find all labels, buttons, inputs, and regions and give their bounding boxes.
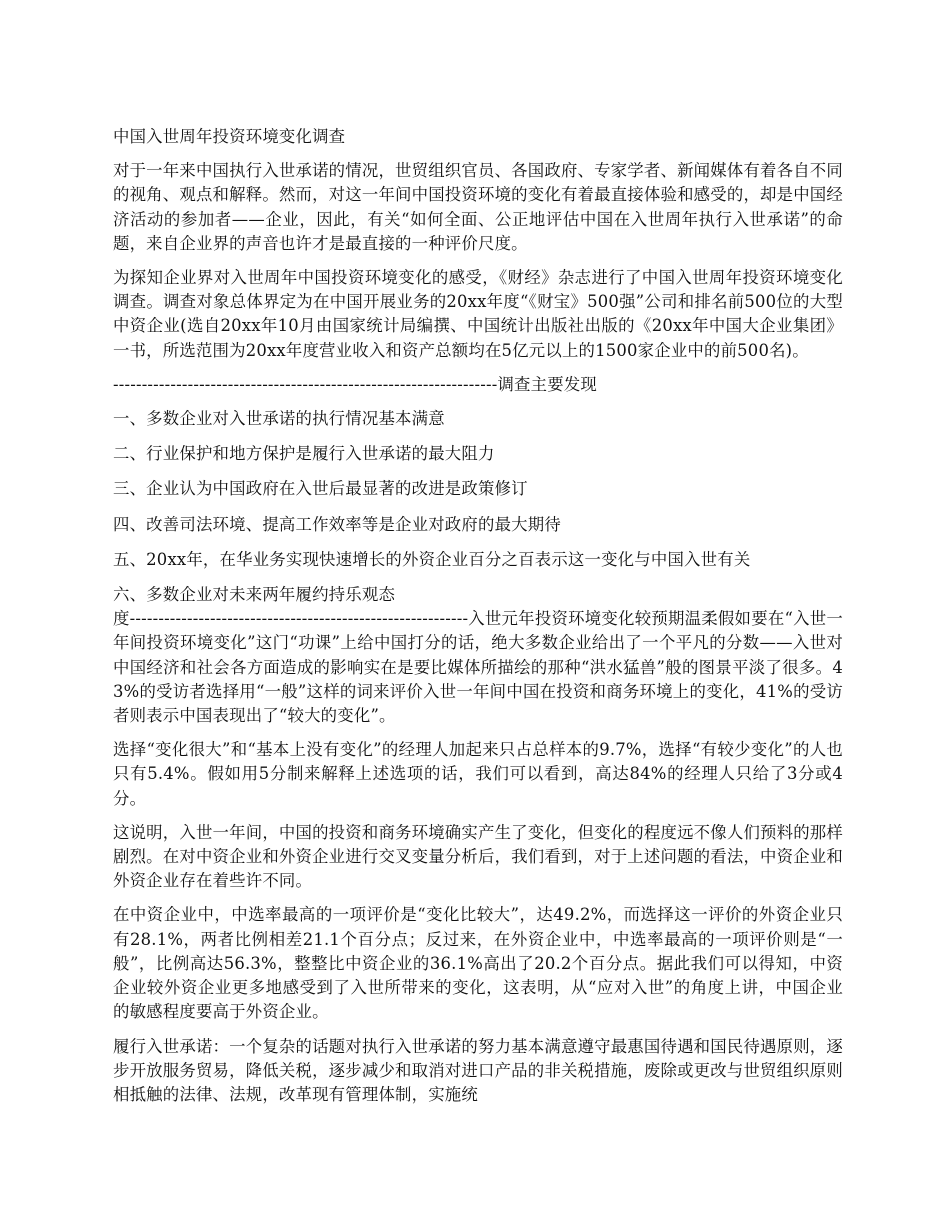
finding-item: 三、企业认为中国政府在入世后最显著的改进是政策修订 (113, 479, 528, 499)
document-body (113, 125, 843, 1117)
paragraph: 履行入世承诺：一个复杂的话题对执行入世承诺的努力基本满意遵守最惠国待遇和国民待遇原则，逐步开放服务贸易，降低关税，逐步减少和取消对进口产品的非关税措施，废除或更改与世贸组织原则相抵触的法律、法规，改革现有管理体制，实施统 (113, 1036, 843, 1104)
paragraph: 选择“变化很大”和“基本上没有变化”的经理人加起来只占总样本的9.7%，选择“有较少变化”的人也只有5.4%。假如用5分制来解释上述选项的话，我们可以看到，高达84%的经理人只给了3分或4分。 (113, 740, 843, 808)
paragraph: 度-----------------------------------------------------------入世元年投资环境变化较预期温柔假如要在“入世一年间投资环境变化”这门“功课”上给中国打分的话，绝大多数企业给出了一个平凡的分数——入世对中国经济和社会各方面造成的影响实在是要比媒体所描绘的那种“洪水猛兽”般的图景平淡了很多。43%的受访者选择用“一般”这样的词来评价入世一年间中国在投资和商务环境上的变化，41%的受访者则表示中国表现出了“较大的变化”。 (113, 609, 843, 726)
paragraph: 这说明，入世一年间，中国的投资和商务环境确实产生了变化，但变化的程度远不像人们预料的那样剧烈。在对中资企业和外资企业进行交叉变量分析后，我们看到，对于上述问题的看法，中资企业和外资企业存在着些许不同。 (113, 822, 843, 891)
finding-item: 二、行业保护和地方保护是履行入世承诺的最大阻力 (113, 444, 495, 464)
finding-item: 六、多数企业对未来两年履约持乐观态 (113, 585, 396, 605)
paragraph: 在中资企业中，中选率最高的一项评价是“变化比较大”，达49.2%，而选择这一评价的外资企业只有28.1%，两者比例相差21.1个百分点；反过来，在外资企业中，中选率最高的一项评价则是“一般”，比例高达56.3%，整整比中资企业的36.1%高出了20.2个百分点。据此我们可以得知，中资企业较外资企业更多地感受到了入世所带来的变化，这表明，从“应对入世”的角度上讲，中国企业的敏感程度要高于外资企业。 (113, 905, 843, 1022)
paragraph: 为探知企业界对入世周年中国投资环境变化的感受，《财经》杂志进行了中国入世周年投资环境变化调查。调查对象总体界定为在中国开展业务的20xx年度“《财宝》500强”公司和排名前500位的大型中资企业(选自20xx年10月由国家统计局编撰、中国统计出版社出版的《20xx年中国大企业集团》一书，所选范围为20xx年度营业收入和资产总额均在5亿元以上的1500家企业中的前500名)。 (113, 268, 843, 360)
paragraph: 对于一年来中国执行入世承诺的情况，世贸组织官员、各国政府、专家学者、新闻媒体有着各自不同的视角、观点和解释。然而，对这一年间中国投资环境的变化有着最直接体验和感受的，却是中国经济活动的参加者——企业，因此，有关“如何全面、公正地评估中国在入世周年执行入世承诺”的命题，来自企业界的声音也许才是最直接的一种评价尺度。 (113, 161, 843, 253)
finding-item: 一、多数企业对入世承诺的执行情况基本满意 (113, 409, 445, 429)
finding-item: 四、改善司法环境、提高工作效率等是企业对政府的最大期待 (113, 514, 561, 534)
finding-item: 五、20xx年，在华业务实现快速增长的外资企业百分之百表示这一变化与中国入世有关 (113, 549, 751, 569)
section-header: -------------------------------------------------------------------调查主要发现 (113, 374, 598, 394)
document-title: 中国入世周年投资环境变化调查 (113, 127, 346, 146)
